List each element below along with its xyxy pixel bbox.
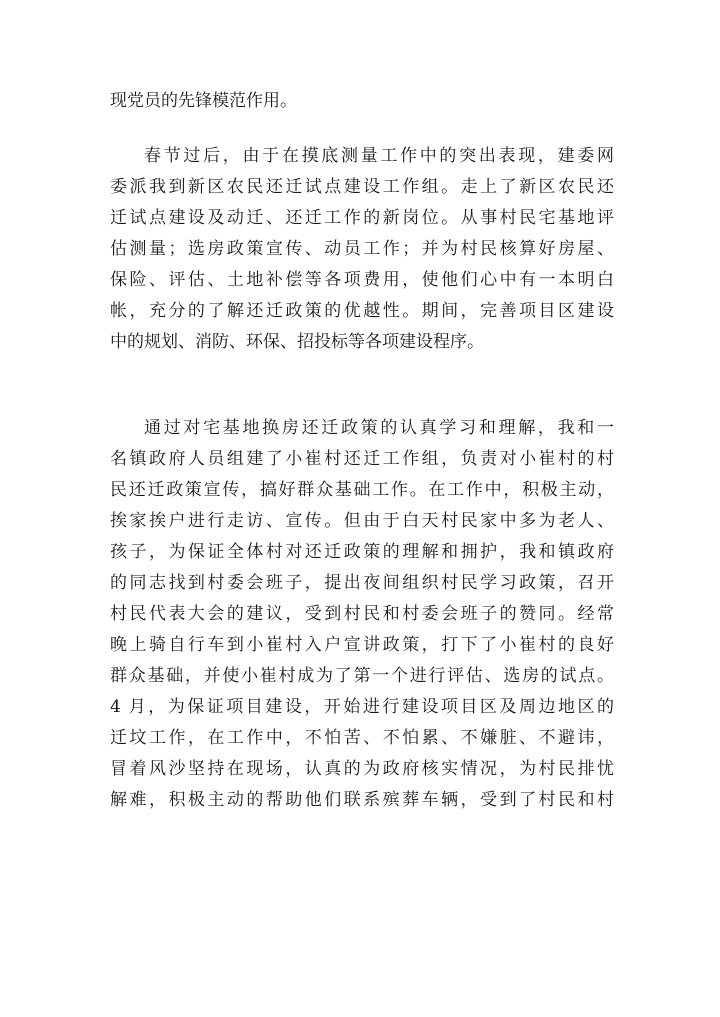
text-line: 解难，积极主动的帮助他们联系殡葬车辆，受到了村民和村	[110, 790, 614, 810]
paragraph-1	[110, 86, 614, 117]
text-line: 群众基础，并使小崔村成为了第一个进行评估、选房的试点。	[110, 666, 614, 686]
text-line: 通过对宅基地换房还迁政策的认真学习和理解，我和一	[144, 418, 614, 438]
text-line: 冒着风沙坚持在现场，认真的为政府核实情况，为村民排忧	[110, 759, 614, 779]
text-line: 4 月，为保证项目建设，开始进行建设项目区及周边地区的	[110, 697, 614, 717]
text-line: 春节过后，由于在摸底测量工作中的突出表现，建委网	[144, 146, 614, 166]
text-line: 委派我到新区农民还迁试点建设工作组。走上了新区农民还	[110, 177, 614, 197]
text-line: 村民代表大会的建议，受到村民和村委会班子的赞同。经常	[110, 604, 614, 624]
text-line: 现党员的先锋模范作用。	[110, 91, 297, 111]
text-line: 迁试点建设及动迁、还迁工作的新岗位。从事村民宅基地评	[110, 208, 614, 228]
text-line: 估测量；选房政策宣传、动员工作；并为村民核算好房屋、	[110, 239, 614, 259]
text-line: 保险、评估、土地补偿等各项费用，使他们心中有一本明白	[110, 270, 614, 290]
text-line: 晚上骑自行车到小崔村入户宣讲政策，打下了小崔村的良好	[110, 635, 614, 655]
text-line: 的同志找到村委会班子，提出夜间组织村民学习政策，召开	[110, 573, 614, 593]
text-line: 挨家挨户进行走访、宣传。但由于白天村民家中多为老人、	[110, 511, 614, 531]
text-line: 民还迁政策宣传，搞好群众基础工作。在工作中，积极主动，	[110, 480, 614, 500]
text-line: 名镇政府人员组建了小崔村还迁工作组，负责对小崔村的村	[110, 449, 614, 469]
text-line: 迁坟工作，在工作中，不怕苦、不怕累、不嫌脏、不避讳，	[110, 728, 614, 748]
text-line: 孩子，为保证全体村对还迁政策的理解和拥护，我和镇政府	[110, 542, 614, 562]
text-line: 中的规划、消防、环保、招投标等各项建设程序。	[110, 332, 484, 352]
paragraph-3	[110, 413, 614, 816]
paragraph-2	[110, 141, 614, 358]
text-line: 帐，充分的了解还迁政策的优越性。期间，完善项目区建设	[110, 301, 614, 321]
